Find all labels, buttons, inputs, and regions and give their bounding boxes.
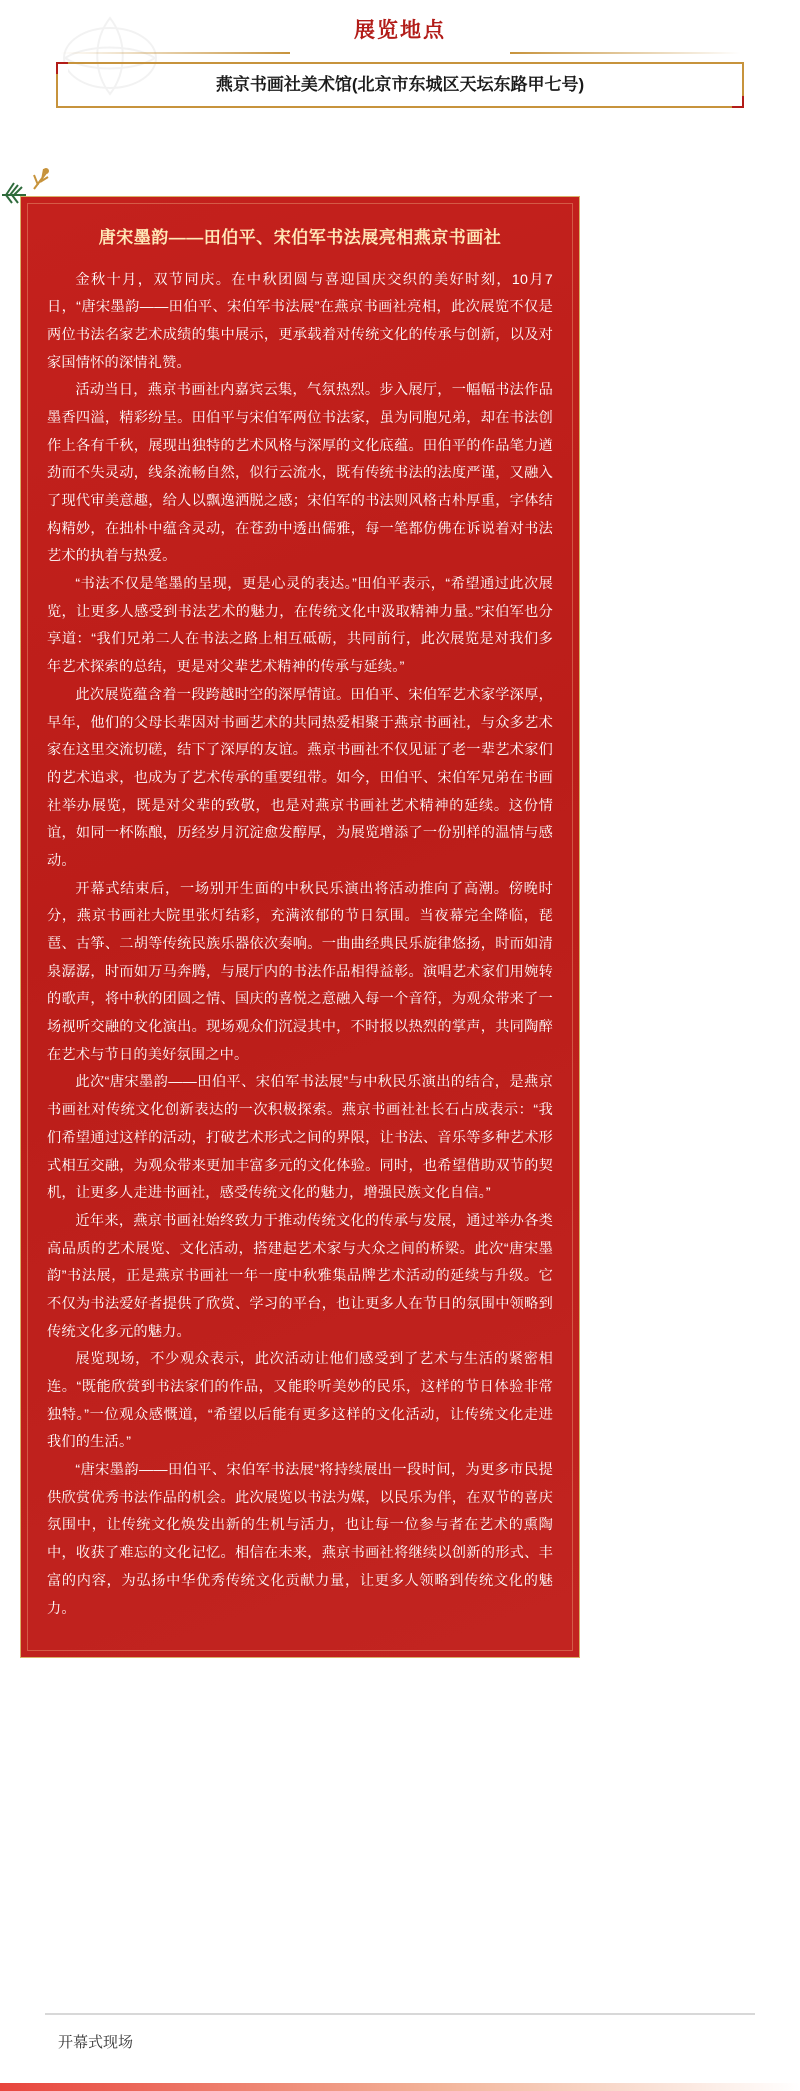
page-footer <box>0 2005 800 2091</box>
page-title: 展览地点 <box>354 19 446 42</box>
footer-caption: 开幕式现场 <box>58 2034 134 2051</box>
article-card <box>20 196 580 1658</box>
title-rule-left <box>60 52 290 54</box>
page-header <box>0 0 800 130</box>
article-title: 唐宋墨韵——田伯平、宋伯军书法展亮相燕京书画社 <box>98 228 502 247</box>
footer-accent-bar <box>0 2083 800 2091</box>
article-paragraph: “唐宋墨韵——田伯平、宋伯军书法展”将持续展出一段时间，为更多市民提供欣赏优秀书法作品的机会。此次展览以书法为媒，以民乐为伴，在双节的喜庆氛围中，让传统文化焕发出新的生机与活力，也让每一位参与者在艺术的熏陶中，收获了难忘的文化记忆。相信在未来，燕京书画社将继续以创新的形式、丰富的内容，为弘扬中华优秀传统文化贡献力量，让更多人领略到传统文化的魅力。 <box>47 1462 553 1617</box>
article-paragraph: 金秋十月，双节同庆。在中秋团圆与喜迎国庆交织的美好时刻，10月7日，“唐宋墨韵——田伯平、宋伯军书法展”在燕京书画社亮相，此次展览不仅是两位书法名家艺术成绩的集中展示，更承载着对传统文化的传承与创新，以及对家国情怀的深情礼赞。 <box>47 271 553 371</box>
article-paragraph: 此次展览蕴含着一段跨越时空的深厚情谊。田伯平、宋伯军艺术家学深厚，早年，他们的父母长辈因对书画艺术的共同热爱相聚于燕京书画社，与众多艺术家在这里交流切磋，结下了深厚的友谊。燕京书画社不仅见证了老一辈艺术家们的艺术追求，也成为了艺术传承的重要纽带。如今，田伯平、宋伯军兄弟在书画社举办展览，既是对父辈的致敬，也是对燕京书画社艺术精神的延续。这份情谊，如同一杯陈酿，历经岁月沉淀愈发醇厚，为展览增添了一份别样的温情与感动。 <box>47 686 553 869</box>
article-paragraph: 近年来，燕京书画社始终致力于推动传统文化的传承与发展，通过举办各类高品质的艺术展览、文化活动，搭建起艺术家与大众之间的桥梁。此次“唐宋墨韵”书法展，正是燕京书画社一年一度中秋雅集品牌艺术活动的延续与升级。它不仅为书法爱好者提供了欣赏、学习的平台，也让更多人在节日的氛围中领略到传统文化多元的魅力。 <box>47 1212 553 1340</box>
title-rule-right <box>510 52 740 54</box>
article-paragraph: 此次“唐宋墨韵——田伯平、宋伯军书法展”与中秋民乐演出的结合，是燕京书画社对传统文化创新表达的一次积极探索。燕京书画社社长石占成表示：“我们希望通过这样的活动，打破艺术形式之间的界限，让书法、音乐等多种艺术形式相互交融，为观众带来更加丰富多元的文化体验。同时，也希望借助双节的契机，让更多人走进书画社，感受传统文化的魅力，增强民族文化自信。” <box>47 1074 553 1202</box>
article-paragraph: 开幕式结束后，一场别开生面的中秋民乐演出将活动推向了高潮。傍晚时分，燕京书画社大院里张灯结彩，充满浓郁的节日氛围。当夜幕完全降临，琵琶、古筝、二胡等传统民族乐器依次奏响。一曲曲经典民乐旋律悠扬，时而如清泉潺潺，时而如万马奔腾，与展厅内的书法作品相得益彰。演唱艺术家们用婉转的歌声，将中秋的团圆之情、国庆的喜悦之意融入每一个音符，为观众带来了一场视听交融的文化演出。现场观众们沉浸其中，不时报以热烈的掌声，共同陶醉在艺术与节日的美好氛围之中。 <box>47 880 553 1063</box>
footer-divider <box>45 2013 755 2015</box>
article-paragraph: “书法不仅是笔墨的呈现，更是心灵的表达。”田伯平表示，“希望通过此次展览，让更多人感受到书法艺术的魅力，在传统文化中汲取精神力量。”宋伯军也分享道：“我们兄弟二人在书法之路上相互砥砺，共同前行，此次展览是对我们多年艺术探索的总结，更是对父辈艺术精神的传承与延续。” <box>47 576 553 676</box>
venue-box <box>56 62 744 108</box>
article-paragraph: 活动当日，燕京书画社内嘉宾云集，气氛热烈。步入展厅，一幅幅书法作品墨香四溢，精彩纷呈。田伯平与宋伯军两位书法家，虽为同胞兄弟，却在书法创作上各有千秋，展现出独特的艺术风格与深厚的文化底蕴。田伯平的作品笔力遒劲而不失灵动，线条流畅自然，似行云流水，既有传统书法的法度严谨，又融入了现代审美意趣，给人以飘逸洒脱之感；宋伯军的书法则风格古朴厚重，字体结构精妙，在拙朴中蕴含灵动，在苍劲中透出儒雅，每一笔都仿佛在诉说着对书法艺术的执着与热爱。 <box>47 382 553 565</box>
article-paragraph: 展览现场，不少观众表示，此次活动让他们感受到了艺术与生活的紧密相连。“既能欣赏到书法家们的作品，又能聆听美妙的民乐，这样的节日体验非常独特。”一位观众感慨道，“希望以后能有更多这样的文化活动，让传统文化走进我们的生活。” <box>47 1351 553 1451</box>
venue-text: 燕京书画社美术馆(北京市东城区天坛东路甲七号) <box>215 75 585 94</box>
